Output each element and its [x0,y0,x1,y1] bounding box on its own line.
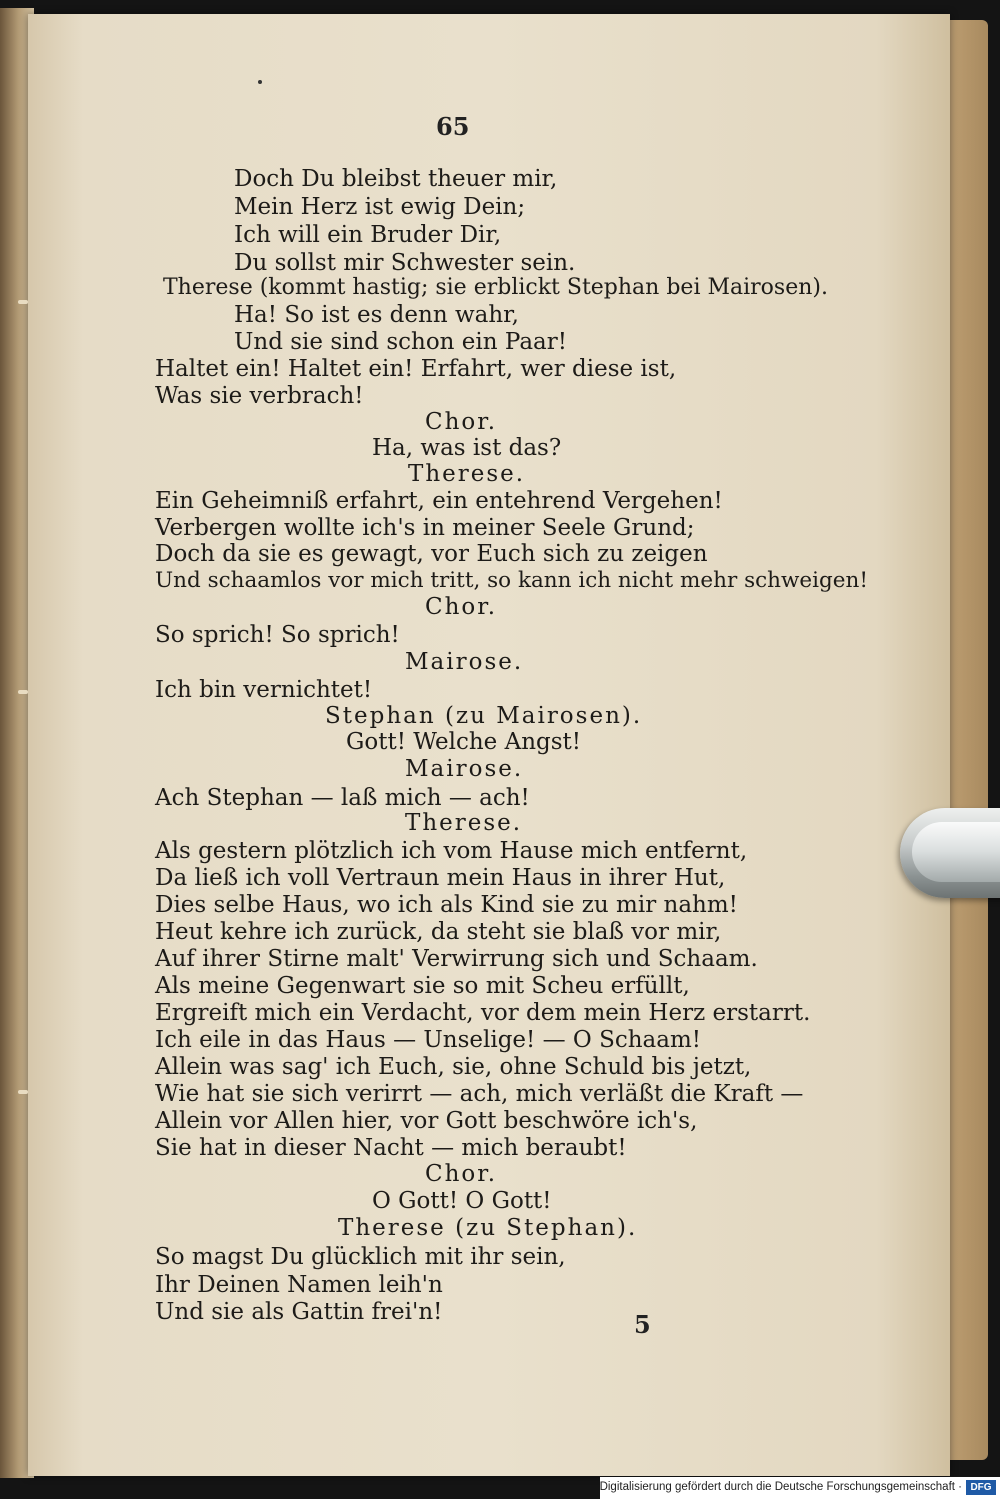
signature-mark: 5 [634,1310,651,1339]
verse-line: Ich eile in das Haus — Unselige! — O Schaam! [155,1027,701,1053]
footer-credit: Digitalisierung gefördert durch die Deutsche Forschungsgemeinschaft · [599,1481,962,1493]
verse-line: Doch Du bleibst theuer mir, [234,166,558,192]
verse-line: Heut kehre ich zurück, da steht sie blaß vor mir, [155,919,722,945]
footer-bar [600,1477,1000,1499]
verse-line: So sprich! So sprich! [155,622,400,648]
verse-line: Auf ihrer Stirne malt' Verwirrung sich und Schaam. [155,946,758,972]
verse-line: Da ließ ich voll Vertraun mein Haus in ihrer Hut, [155,865,726,891]
binding-stitch [18,1090,28,1094]
verse-line: Ein Geheimniß erfahrt, ein entehrend Vergehen! [155,488,723,514]
verse-line: Als gestern plötzlich ich vom Hause mich entfernt, [155,838,748,864]
verse-line: Dies selbe Haus, wo ich als Kind sie zu mir nahm! [155,892,738,918]
speaker-label: Mairose. [405,756,524,782]
binding-stitch [18,690,28,694]
verse-line: Du sollst mir Schwester sein. [234,250,576,276]
speaker-label: Therese. [405,810,523,836]
binding-stitch [18,300,28,304]
verse-line: Allein vor Allen hier, vor Gott beschwöre ich's, [155,1108,698,1134]
page-number: 65 [436,112,470,141]
dfg-logo-icon: DFG [966,1480,996,1495]
speaker-label: Stephan (zu Mairosen). [325,703,643,729]
verse-line: Ihr Deinen Namen leih'n [155,1272,443,1298]
speaker-label: Chor. [425,1161,498,1187]
verse-line: Und sie sind schon ein Paar! [234,329,567,355]
ink-speck [258,80,262,84]
verse-line: So magst Du glücklich mit ihr sein, [155,1244,566,1270]
verse-line: Doch da sie es gewagt, vor Euch sich zu zeigen [155,541,708,567]
verse-line: Ha! So ist es denn wahr, [234,302,519,328]
verse-line: Und schaamlos vor mich tritt, so kann ich nicht mehr schweigen! [155,568,868,593]
verse-line: Ach Stephan — laß mich — ach! [155,785,530,811]
speaker-label: Therese. [408,461,526,487]
verse-line: O Gott! O Gott! [372,1188,552,1214]
verse-line: Verbergen wollte ich's in meiner Seele Grund; [155,515,695,541]
verse-line: Haltet ein! Haltet ein! Erfahrt, wer diese ist, [155,356,677,382]
verse-line: Ich will ein Bruder Dir, [234,222,502,248]
speaker-label: Chor. [425,409,498,435]
verse-line: Wie hat sie sich verirrt — ach, mich verläßt die Kraft — [155,1081,804,1107]
verse-line: Als meine Gegenwart sie so mit Scheu erfüllt, [155,973,690,999]
verse-line: Was sie verbrach! [155,383,364,409]
speaker-label: Mairose. [405,649,524,675]
page-clip-highlight [912,822,1000,882]
verse-line: Sie hat in dieser Nacht — mich beraubt! [155,1135,627,1161]
verse-line: Allein was sag' ich Euch, sie, ohne Schuld bis jetzt, [155,1054,752,1080]
speaker-label: Therese (zu Stephan). [338,1215,638,1241]
verse-line: Mein Herz ist ewig Dein; [234,194,526,220]
stage-direction: Therese (kommt hastig; sie erblickt Stephan bei Mairosen). [163,275,828,300]
verse-line: Und sie als Gattin frei'n! [155,1299,443,1325]
verse-line: Gott! Welche Angst! [346,729,582,755]
verse-line: Ha, was ist das? [372,435,562,461]
verse-line: Ergreift mich ein Verdacht, vor dem mein Herz erstarrt. [155,1000,811,1026]
verse-line: Ich bin vernichtet! [155,677,373,703]
speaker-label: Chor. [425,594,498,620]
bleed-through-text [720,150,910,1300]
